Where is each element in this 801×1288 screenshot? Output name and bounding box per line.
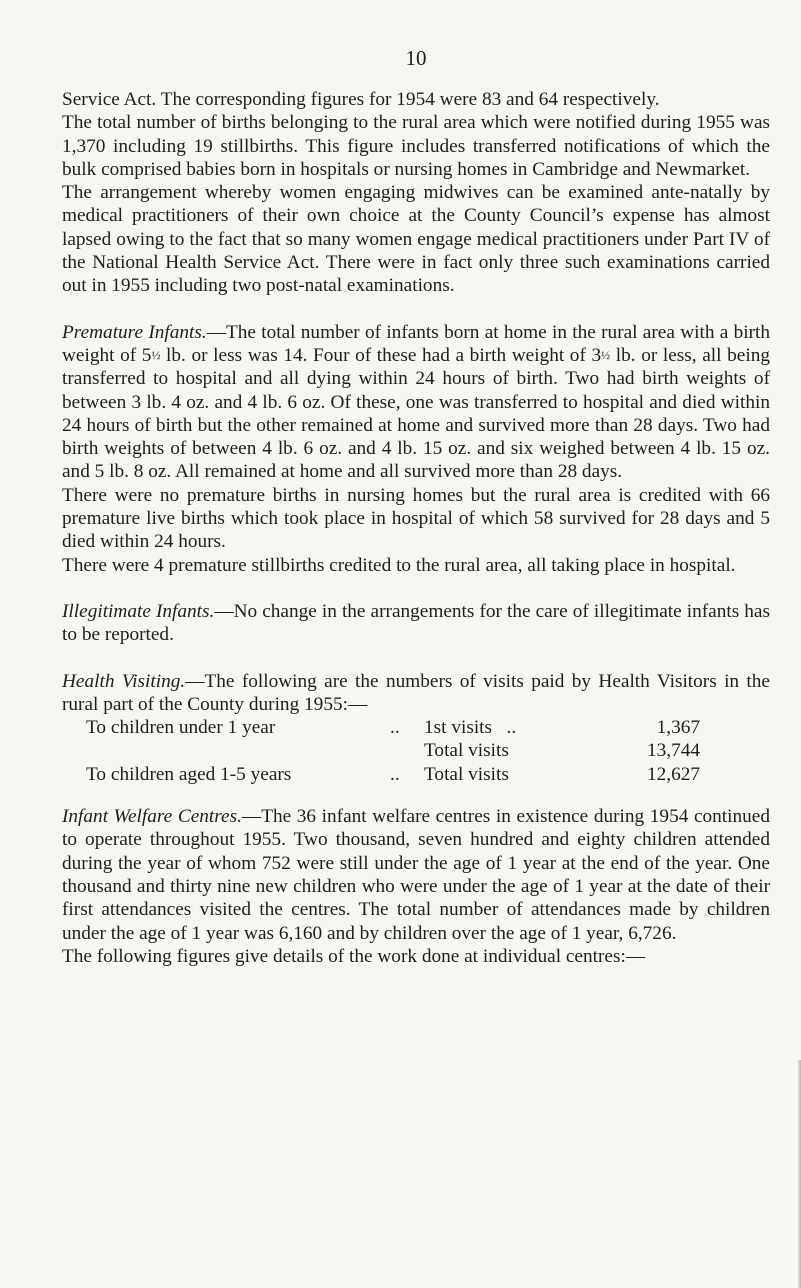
visits-value: 12,627 [646, 763, 700, 785]
paragraph-centres-intro: The following figures give details of the work done at individual centres:— [62, 945, 646, 967]
visits-group: To children aged 1-5 years [86, 763, 292, 785]
page-edge-shadow [797, 1060, 801, 1288]
visits-table [86, 716, 700, 786]
visits-type-label: Total visits [424, 763, 509, 785]
section-premature-infants [62, 321, 770, 484]
paragraph-ante-natal: The arrangement whereby women engaging midwives can be examined ante-natally by medical practitioners of their own choice at the County Council’s expense has almost lapsed owing to the fact that so many women engage medical practitioners under Part IV of the National Health Service Act. There were in fact only three such examinations carried out in 1955 including two post-natal examinations. [62, 182, 770, 297]
illegitimate-text: No change in the arrangements for the care of illegitimate infants has to be reported. [62, 600, 770, 646]
title-dash: — [241, 806, 262, 828]
leader-dots [390, 739, 424, 762]
premature-text-3: lb. or less, all being transferred to hospital and all dying within 24 hours of birth. Two had birth weights of between 3 lb. 4 oz. and 4 lb. 6 oz. Of these, one was transferred to hospital and died within 24 hours of birth but the other remained at home and survived more than 28 days. Two had birth weights of between 4 lb. 6 oz. and 4 lb. 15 oz. and six weighed between 4 lb. 15 oz. and 5 lb. 8 oz. All remained at home and all survived more than 28 days. [62, 344, 770, 483]
visits-type [424, 763, 636, 786]
section-title-premature: Premature Infants. [62, 321, 207, 343]
document-page [62, 0, 770, 1288]
premature-text-2: lb. or less was 14. Four of these had a birth weight of 3 [160, 344, 602, 366]
visits-value: 13,744 [646, 740, 700, 762]
title-dash: — [206, 321, 226, 343]
paragraph-premature-nursing-homes: There were no premature births in nursing homes but the rural area is credited with 66 premature live births which took place in hospital of which 58 survived for 28 days and 5 died within 24 hours. [62, 484, 770, 553]
section-health-visiting [62, 670, 770, 717]
visits-value: 1,367 [656, 717, 700, 739]
fraction-half: ½ [151, 347, 161, 362]
section-title-health-visiting: Health Visiting. [62, 670, 186, 692]
section-title-infant-welfare: Infant Welfare Centres. [62, 806, 242, 828]
leader-dots: .. [390, 763, 400, 785]
health-visiting-text: The following are the numbers of visits paid by Health Visitors in the rural part of the County during 1955:— [62, 670, 770, 715]
premature-text-1: The total number of infants born at home in the rural area with a birth weight of 5 [62, 321, 771, 366]
paragraph-births-notified: The total number of births belonging to the rural area which were notified during 1955 was 1,370 including 19 stillbirths. This figure includes transferred notifications of which the bulk comprised babies born in hospitals or nursing homes in Cambridge and Newmarket. [62, 112, 770, 180]
fraction-half: ½ [601, 347, 611, 362]
visits-group [86, 739, 390, 762]
visits-type [424, 739, 636, 762]
table-row [86, 763, 700, 786]
page-number: 10 [405, 46, 427, 70]
section-infant-welfare [62, 805, 770, 945]
title-dash: — [214, 600, 234, 622]
table-row [86, 739, 700, 762]
title-dash: — [185, 670, 205, 692]
visits-group: To children under 1 year [86, 717, 276, 739]
visits-type-label: 1st visits [424, 717, 493, 739]
leader-dots: .. [506, 717, 517, 739]
table-row [86, 716, 700, 739]
section-illegitimate-infants [62, 600, 770, 647]
visits-type [424, 716, 636, 739]
visits-type-label: Total visits [424, 740, 509, 762]
paragraph-premature-stillbirths: There were 4 premature stillbirths credited to the rural area, all taking place in hospital. [62, 554, 736, 576]
body-text [62, 88, 770, 968]
section-title-illegitimate: Illegitimate Infants. [62, 600, 215, 622]
paragraph-service-act: Service Act. The corresponding figures for 1954 were 83 and 64 respectively. [62, 89, 660, 110]
leader-dots: .. [390, 717, 400, 739]
infant-welfare-text: The 36 infant welfare centres in existence during 1954 continued to operate throughout 1955. Two thousand, seven hundred and eighty children attended during the year of whom 752 were still under the age of 1 year at the end of the year. One thousand and thirty nine new children who were under the age of 1 year at the date of their first attendances visited the centres. The total number of attendances made by children under the age of 1 year was 6,160 and by children over the age of 1 year, 6,726. [62, 806, 770, 944]
